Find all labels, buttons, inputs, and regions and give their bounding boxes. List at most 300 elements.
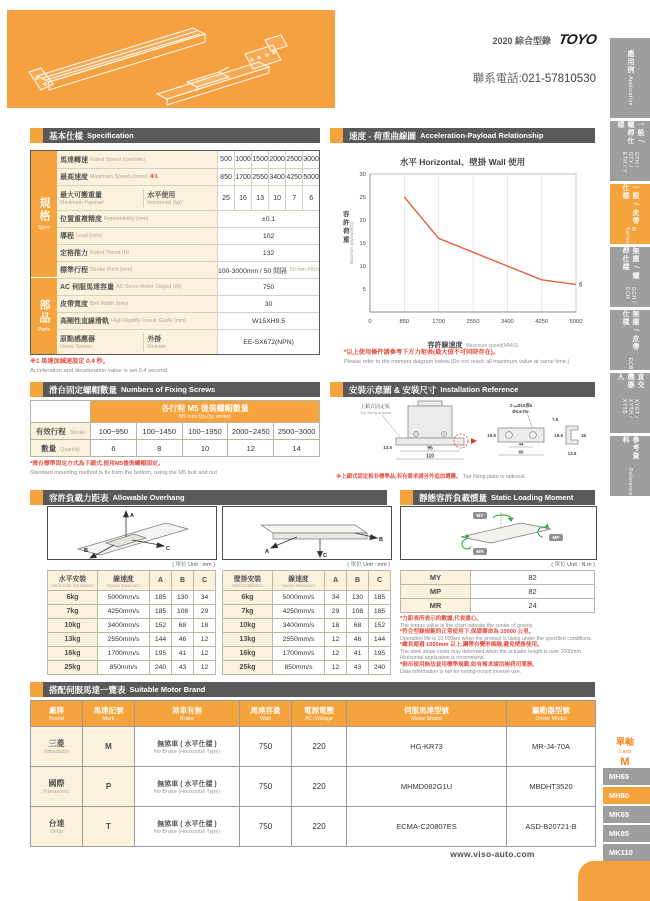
label-en: Quantity [60,446,80,453]
motor-voltage-cell: 220 [292,727,347,767]
spec-group-zh: 部品 [38,299,50,326]
section-accent-square [30,128,43,143]
section-title-zh: 滑台固定螺帽數量 [49,384,118,395]
dim-19-5-side: 19.5 [554,433,563,438]
svg-text:6: 6 [579,281,583,289]
spec-value-merged: 750 [262,283,275,291]
spec-value-merged: 100-3000mm / 50 間隔 50 mm Pitch [218,267,320,275]
motor-brake-zh: 無煞車 ( 水平仕樣 ) [157,820,217,828]
overhang-data-row [223,605,391,619]
overhang-value-cell: 4250mm/s [98,605,150,619]
overhang-header-row [48,571,216,591]
overhang-value-cell: 12 [325,633,347,647]
overhang-value-cell: 2550mm/s [273,633,325,647]
sidebar-tab-1[interactable] [610,38,650,118]
spec-group-en: Parts [37,327,51,334]
overhang-value-cell: 43 [172,661,194,675]
svg-text:2550: 2550 [466,319,480,325]
svg-text:3400: 3400 [500,319,514,325]
spec-group-parts [31,277,57,354]
section-title-zh: 基本仕樣 [49,130,84,141]
overhang-value-cell: 18 [194,619,216,633]
spec-row-values [217,330,319,354]
sidebar-tab-6[interactable] [610,373,650,433]
spec-value-cell: 3000 [302,151,319,168]
section-title-en: Installation Reference [440,385,519,394]
spec-label-en: Maximum Speed (mm/s) [90,174,148,180]
motor-brake-cell [135,807,240,847]
section-title-en: Specification [87,131,134,140]
svg-text:Maximum payload(KG): Maximum payload(KG) [349,221,354,265]
dim-110: 110 [425,453,435,460]
screws-qty-label [31,440,91,457]
spec-label-zh: 最高速度 [60,174,88,181]
sidebar-tab-3[interactable] [610,184,650,244]
motor-data-row [31,807,596,847]
motor-brake-en: No Brake (Horizontal Type) [153,828,221,835]
sidebar-tab-7[interactable] [610,436,650,496]
spec-value-merged: 102 [262,232,275,240]
product-illustration [7,10,335,108]
spec-row-values [217,151,319,168]
driver-model-cell: MBDHT3520 [507,767,596,807]
spec-label-en: Stroke Pitch (mm) [90,267,133,273]
motor-brand-zh: 台達 [48,819,65,828]
overhang-axis-header: B [347,571,369,591]
motor-mark-cell: T [83,807,135,847]
motor-header-zh: 馬達記號 [93,706,124,715]
catalog-title [430,31,596,47]
motor-brand-en: Panasonic [43,789,70,795]
screws-stroke-value: 2500~3000 [274,423,320,440]
moment-note-en: Data information is not for ceiling-mount inverse use. [400,668,522,675]
spec-label-zh: 導程 [60,233,74,240]
moment-note-en: Operation life is 10,000km when the product is using under the specified conditions. [400,635,593,642]
section-accent-square [400,490,413,505]
spec-row-label [57,151,217,168]
motor-header-en: Mark [102,716,115,722]
overhang-mount-header: 壁掛安裝 Wall Installation [223,571,273,591]
overhang-value-cell: 68 [172,619,194,633]
overhang-value-cell: 850mm/s [98,661,150,675]
motor-brake-zh: 無煞車 ( 水平仕樣 ) [157,740,217,748]
spec-row-values [217,313,319,329]
overhang-value-cell: 195 [150,647,172,661]
sidebar-tab-label-zh: 一般 / 皮帶仕樣 [622,184,639,225]
screws-qty-value: 8 [136,440,182,457]
overhang-payload-cell: 7kg [48,605,98,619]
svg-text:15: 15 [359,241,366,247]
section-title-zh: 速度 - 荷重曲線圖 [349,130,417,141]
series-chip-letter: M [620,756,630,769]
sidebar-tab-label-en: XYGT / XYTH / XYTB [621,398,639,419]
overhang-value-cell: 3400mm/s [273,619,325,633]
screws-stroke-label [31,423,91,440]
overhang-value-cell: 18 [325,619,347,633]
overhang-data-row [48,633,216,647]
model-tab-mk85[interactable]: MK85 [603,825,650,842]
section-accent-square [30,490,43,505]
sidebar-tab-label-zh: 無塵 / 皮帶仕樣 [622,310,639,351]
dim-44: 44 [518,441,524,447]
overhang-value-cell: 41 [347,647,369,661]
moment-note-zh: *倒吊使用無法套用標準規範,如有需求請洽詢我司業務。 [400,661,538,668]
motor-brand-en: Delta [50,829,63,835]
overhang-value-cell: 3400mm/s [98,619,150,633]
spec-value-cell: 6 [302,186,319,210]
sidebar-tab-label-en: Application [627,76,633,106]
motor-brand-en: Mitsubishi [44,749,69,755]
series-chip-en: 1 axis [618,749,632,756]
overhang-value-cell: 144 [150,633,172,647]
motor-header-en: Driver Model [535,716,567,722]
spec-label-zh: 皮帶寬度 [60,301,88,308]
overhang-payload-cell: 25kg [48,661,98,675]
spec-table-row [57,295,319,312]
sidebar-tab-label-zh: 一般 / 螺桿仕樣 [617,121,644,145]
axis-c-label: C [323,553,327,559]
overhang-value-cell: 43 [347,661,369,675]
section-title-zh: 安裝示意圖 & 安裝尺寸 [349,384,437,395]
driver-model-cell: MR-J4-70A [507,727,596,767]
sidebar-tab-5[interactable] [610,310,650,370]
motor-header-en: Brand [49,716,64,722]
overhang-value-cell: 240 [369,661,391,675]
spec-table-row [57,261,319,278]
moment-table [400,570,595,613]
motor-brand-zh: 國際 [48,779,65,788]
section-title-en: Numbers of Fixing Screws [121,385,216,394]
screws-span-header [91,401,320,423]
spec-row-values [217,262,319,278]
moment-value-cell: 82 [471,571,595,585]
motor-voltage-cell: 220 [292,767,347,807]
overhang-axis-header: B [172,571,194,591]
motor-column-header [240,701,292,727]
motor-header-zh: 電源電壓 [304,706,334,715]
installation-diagram [330,398,595,470]
dim-15: 15 [581,433,587,438]
model-tab-mh80[interactable]: MH80 [603,787,650,804]
spec-row-label [57,313,217,329]
corner-accent [578,861,650,901]
screws-note-en: Standard mounting method is fix from the bottom, using the M5 bolt and nut [30,469,217,476]
overhang-value-cell: 108 [172,605,194,619]
moment-value-cell: 24 [471,599,595,613]
moment-label-cell: MP [401,585,471,599]
overhang-payload-cell: 16kg [223,647,273,661]
chart-note-zh: *以上使用條件請參考下方力矩表(最大值不可同時存在)。 [344,349,500,356]
overhang-value-cell: 1700mm/s [98,647,150,661]
svg-text:30: 30 [359,172,366,178]
axis-c-label: C [166,546,170,552]
overhang-header-row [223,571,391,591]
motor-data-row [31,727,596,767]
spec-sublabel-en: Horizontal (kg) [147,200,182,206]
sidebar-tab-4[interactable] [610,247,650,307]
svg-text:850: 850 [399,319,410,325]
motor-mark-cell: P [83,767,135,807]
overhang-value-cell: 12 [325,661,347,675]
spec-label-zh: 原點感應器 [60,336,95,343]
spec-group-column [31,151,57,354]
spec-table-row [57,151,319,168]
spec-row-values [217,228,319,244]
motor-brake-en: No Brake (Horizontal Type) [153,748,221,755]
dim-95: 95 [427,445,433,452]
overhang-horizontal-table [47,570,216,675]
motor-brand-cell [31,767,83,807]
spec-table-row [57,227,319,244]
spec-row-label [57,211,217,227]
spec-row-values [217,186,319,210]
svg-text:容許線速度Maximum speed(MM/S): 容許線速度 Maximum speed(MM/S) [427,342,519,349]
catalog-name: 綜合型錄 [515,36,552,46]
spec-value-merged: 132 [262,249,275,257]
spec-sublabel-zh: 外掛 [147,336,162,343]
spec-footnote [30,357,169,376]
overhang-value-cell: 29 [194,605,216,619]
svg-text:1700: 1700 [432,319,446,325]
spec-row-label [57,186,217,210]
fixing-screws-table [30,400,320,457]
overhang-mount-header: 水平安裝 Horizontal Installation [48,571,98,591]
motor-header-zh: 伺服馬達型號 [404,706,449,715]
moment-diagram [400,506,597,560]
spec-label-en: Repeatability (mm) [104,216,149,222]
overhang-value-cell: 5000mm/s [98,591,150,605]
spec-value-cell: 5000 [302,169,319,185]
overhang-value-cell: 29 [325,605,347,619]
overhang-value-cell: 41 [172,647,194,661]
overhang-data-row [48,647,216,661]
screws-note [30,460,217,477]
motor-model-cell: ECMA-C20807ES [347,807,507,847]
screws-qty-value: 14 [274,440,320,457]
moment-mp-label: MP [552,535,560,541]
motor-brand-zh: 三菱 [48,739,65,748]
motor-header-zh: 驅動器型號 [532,706,570,715]
motor-model-cell: HG-KR73 [347,727,507,767]
series-chip-zh: 單軸 [615,737,634,747]
motor-brake-cell [135,727,240,767]
category-tab-strip [610,38,650,496]
moment-row [401,571,595,585]
spec-row-values [217,296,319,312]
overhang-value-cell: 12 [194,647,216,661]
label-zh: 數量 [41,443,57,453]
dim-13-5-left: 13.5 [383,445,392,450]
overhang-value-cell: 185 [150,605,172,619]
overhang-payload-cell: 6kg [48,591,98,605]
section-title-en: Static Loading Moment [491,493,574,502]
overhang-axis-header: A [325,571,347,591]
spec-label-zh: 馬達轉速 [60,156,88,164]
overhang-wall-art [223,507,391,559]
spec-row-label [57,279,217,295]
model-tab-mh65[interactable]: MH65 [603,768,650,785]
overhang-value-cell: 130 [347,591,369,605]
spec-table-row [57,278,319,295]
website-url: www.viso-auto.com [450,849,535,859]
overhang-value-cell: 144 [369,633,391,647]
spec-table-row [57,329,319,354]
spec-value-cell: 1000 [234,151,251,168]
overhang-data-row [48,619,216,633]
motor-header-zh: 廠牌 [49,706,64,715]
spec-label-zh: 位置重複精度 [60,216,102,223]
chart-title: 水平 Horizontal、壁掛 Wall 使用 [399,157,526,167]
svg-text:0: 0 [368,319,372,325]
spec-table-row [57,185,319,210]
screws-stroke-value: 100~1450 [136,423,182,440]
overhang-payload-cell: 13kg [48,633,98,647]
moment-note-zh: *符合型錄規範的正常使用下,保證壽命為 10000 公里。 [400,629,535,636]
installation-note-zh: ※上鎖式固定板非標準品,若有需求請另外追加選購。 [336,474,462,480]
spec-sublabel-zh: 水平使用 [147,192,176,199]
overhang-speed-header: 線速度 Speed Maximum [98,571,150,591]
overhang-value-cell: 12 [194,661,216,675]
overhang-value-cell: 2550mm/s [98,633,150,647]
spec-value-cell: 4250 [285,169,302,185]
spec-label-zh: AC 伺服馬達容量 [60,284,115,291]
overhang-payload-cell: 25kg [223,661,273,675]
spec-label-main [57,189,143,207]
svg-text:5: 5 [362,287,366,293]
section-header-specification [30,128,320,143]
sidebar-tab-label-zh: 直交機器人 [617,373,644,389]
sidebar-tab-label-en: M Series [624,226,636,245]
spec-label-sub [143,189,217,207]
motor-mark-cell: M [83,727,135,767]
axis-b-label: B [379,537,383,543]
motor-brake-en: No Brake (Horizontal Type) [153,788,221,795]
sidebar-tab-label-en: Reference [627,468,633,496]
motor-column-header [135,701,240,727]
spec-value-cell: 1500 [251,151,268,168]
sidebar-tab-label-zh: 應用例 [627,50,634,75]
overhang-value-cell: 12 [194,633,216,647]
overhang-data-row [48,605,216,619]
motor-brake-cell [135,767,240,807]
dim-13-5-side: 13.5 [567,451,577,456]
driver-model-cell: ASD-B20721-B [507,807,596,847]
spec-row-values [217,279,319,295]
spec-label-en: AC Servo Motor Output (W) [116,284,182,290]
screws-stroke-value: 100~950 [91,423,137,440]
spec-table-row [57,244,319,261]
spec-label-zh: 高剛性直線滑軌 [60,318,109,325]
spec-footnote-zh: ※1 馬達加減速設定 0.4 秒。 [30,358,109,365]
screws-qty-value: 10 [182,440,228,457]
section-header-moment [400,490,595,505]
moment-notes [400,616,596,675]
motor-brand-cell [31,727,83,767]
overhang-value-cell: 185 [369,591,391,605]
sidebar-tab-label-en: GCH / ECH [624,286,636,304]
overhang-value-cell: 850mm/s [273,661,325,675]
spec-label-en: Maximum Payload [60,200,104,206]
overhang-value-cell: 152 [369,619,391,633]
motor-header-row [31,701,596,727]
spec-label-zh: 定格推力 [60,250,88,257]
overhang-value-cell: 12 [325,647,347,661]
moment-unit: ( 單位 Unit : N.m ) [551,562,595,568]
moment-value-cell: 82 [471,585,595,599]
bracket-front-view [396,401,464,445]
svg-text:20: 20 [359,218,366,224]
overhang-wall-table [222,570,391,675]
motor-column-header [347,701,507,727]
overhang-value-cell: 185 [369,605,391,619]
catalog-year: 2020 [492,36,513,46]
spec-group-zh: 規格 [38,197,50,224]
section-title-zh: 靜態容許負載慣量 [419,492,488,503]
overhang-data-row [223,619,391,633]
sidebar-tab-2[interactable] [610,121,650,181]
overhang-value-cell: 68 [347,619,369,633]
spec-table-row [57,210,319,227]
section-accent-square [30,682,43,697]
model-tab-mk110[interactable]: MK110 [603,844,650,861]
spec-value-cell: 7 [285,186,302,210]
moment-note-en: The torque value in the chart indicate the center of gravity. [400,622,534,629]
motor-header-zh: 煞車有無 [172,706,202,715]
spec-group-spec [31,151,57,277]
svg-text:容許荷重: 容許荷重 [343,211,350,244]
section-header-installation [330,382,595,397]
motor-voltage-cell: 220 [292,807,347,847]
overhang-unit-left: ( 單位 Unit : mm ) [172,562,215,568]
screws-span-en: M5 nuts Qty.(by stroke) [179,414,231,420]
section-header-chart [330,128,595,143]
spec-table-row [57,168,319,185]
motor-watt-cell: 750 [240,807,292,847]
spec-row-values [217,169,319,185]
screws-stroke-value: 100~1950 [182,423,228,440]
spec-label-main [57,333,143,351]
contact-phone: 聯系電話:021-57810530 [472,73,596,85]
overhang-data-row [223,591,391,605]
overhang-data-row [223,633,391,647]
moment-mr-label: MR [476,549,484,555]
overhang-value-cell: 1700mm/s [273,647,325,661]
model-tab-mk65[interactable]: MK65 [603,806,650,823]
section-accent-square [330,128,343,143]
spec-label-en: Rated Thrust (N) [90,250,130,256]
screws-qty-value: 12 [228,440,274,457]
payload-speed-chart [330,168,595,350]
axis-a-label: A [130,513,134,519]
section-header-motor-brand [30,682,595,697]
dim-counterbore: 2-⌴Ø10深5 [509,403,533,408]
motor-brand-table [30,700,596,847]
overhang-value-cell: 108 [347,605,369,619]
spec-value-merged: W15XH9.5 [252,317,286,325]
specification-table [30,150,320,355]
motor-watt-cell: 750 [240,767,292,807]
motor-header-zh: 馬達容量 [250,706,281,715]
spec-value-cell: 16 [234,186,251,210]
section-header-fixing-screws [30,382,320,397]
overhang-value-cell: 240 [150,661,172,675]
section-title-en: Acceleration-Payload Relationship [420,131,544,140]
overhang-payload-cell: 10kg [48,619,98,633]
axis-b-label: B [84,548,88,554]
overhang-axis-header: C [194,571,216,591]
chart-note [344,349,589,366]
screws-span-zh: 各行程 M5 後裝螺帽數量 [161,404,249,413]
